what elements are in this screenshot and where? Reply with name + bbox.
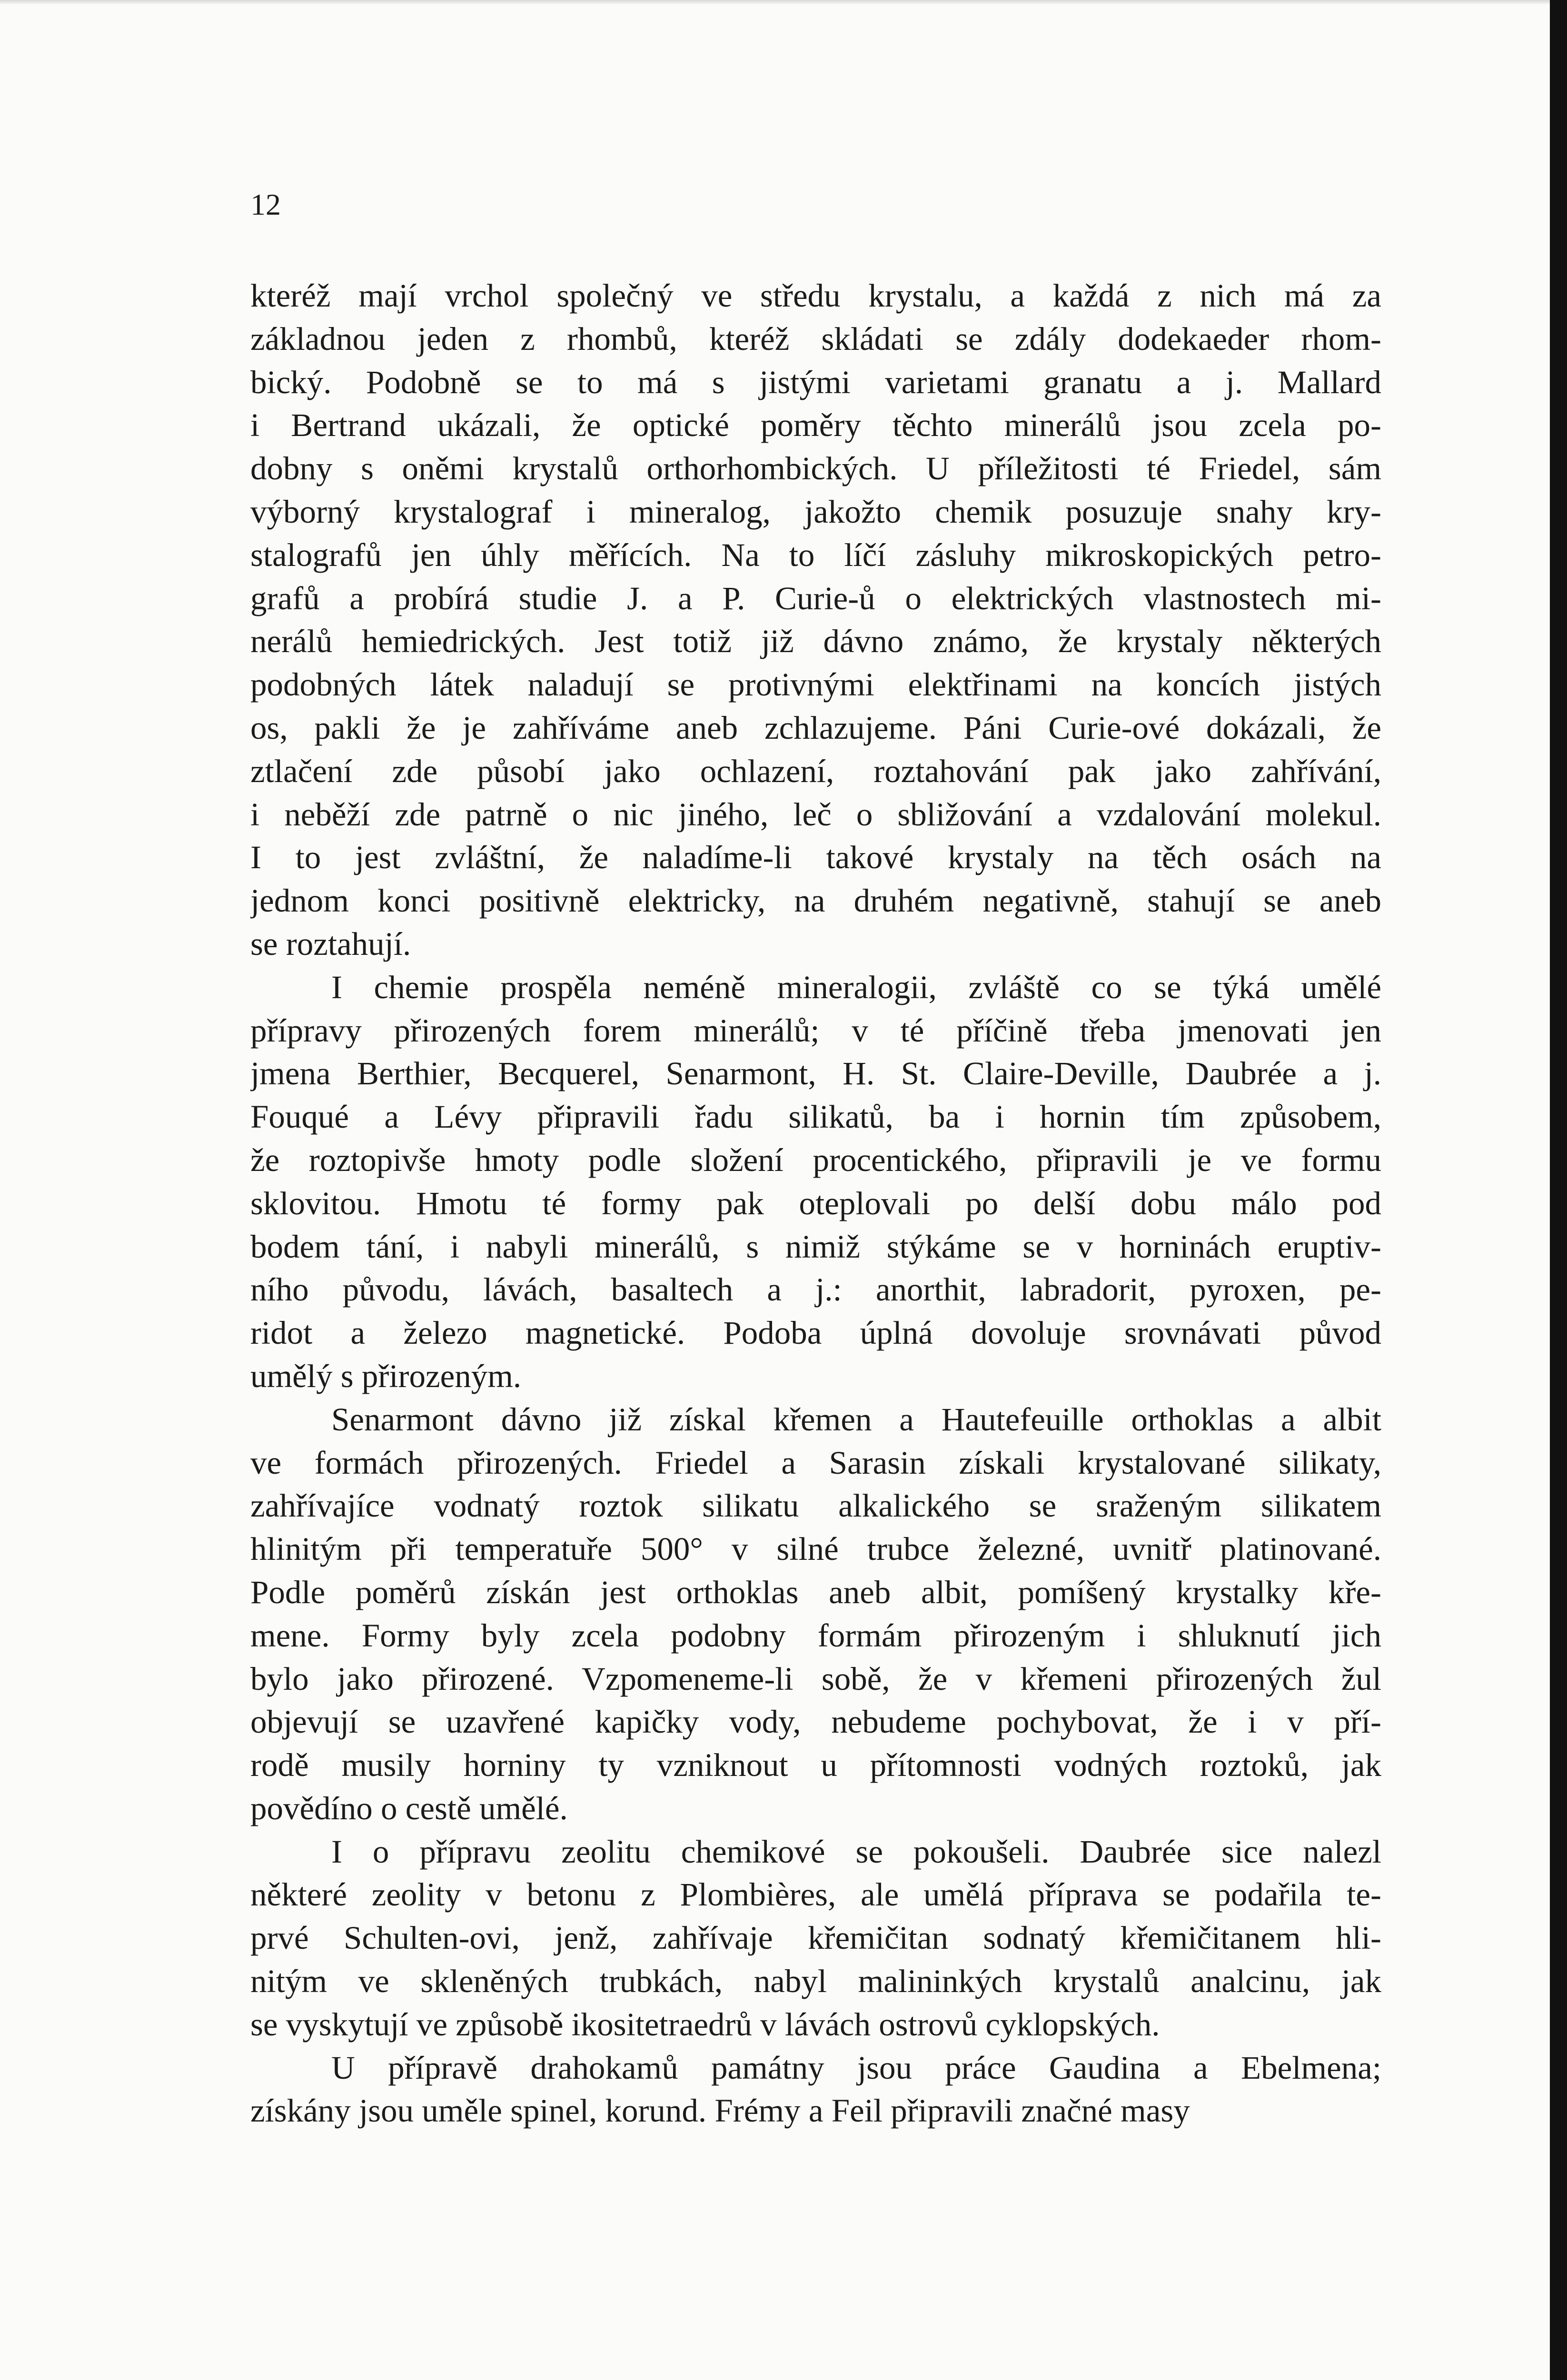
text-line: bodem tání, i nabyli minerálů, s nimiž stýkáme se v horninách eruptiv- <box>250 1228 1381 1265</box>
text-line: získány jsou uměle spinel, korund. Frémy a Feil připravili značné masy <box>250 2092 1190 2129</box>
scan-top-edge <box>0 0 1567 5</box>
text-line: rodě musily horniny ty vzniknout u přítomnosti vodných roztoků, jak <box>250 1747 1381 1784</box>
text-line: os, pakli že je zahříváme aneb zchlazujeme. Páni Curie-ové dokázali, že <box>250 709 1381 746</box>
text-line: ve formách přirozených. Friedel a Sarasin získali krystalované silikaty, <box>250 1444 1381 1481</box>
text-line: sklovitou. Hmotu té formy pak oteplovali po delší dobu málo pod <box>250 1185 1381 1221</box>
text-line: přípravy přirozených forem minerálů; v té příčině třeba jmenovati jen <box>250 1012 1381 1049</box>
paragraph <box>250 274 1381 966</box>
text-line: dobny s oněmi krystalů orthorhombických. U příležitosti té Friedel, sám <box>250 450 1381 487</box>
text-line: I o přípravu zeolitu chemikové se pokoušeli. Daubrée sice nalezl <box>331 1833 1381 1870</box>
text-line: že roztopivše hmoty podle složení procentického, připravili je ve formu <box>250 1141 1381 1178</box>
text-line: výborný krystalograf i mineralog, jakožto chemik posuzuje snahy kry- <box>250 493 1381 530</box>
text-line: zahřívajíce vodnatý roztok silikatu alkalického se sraženým silikatem <box>250 1488 1381 1524</box>
text-line: Podle poměrů získán jest orthoklas aneb albit, pomíšený krystalky kře- <box>250 1574 1381 1610</box>
paragraph <box>250 966 1381 1398</box>
text-line: bický. Podobně se to má s jistými varietami granatu a j. Mallard <box>250 364 1381 400</box>
text-line: bylo jako přirozené. Vzpomeneme-li sobě, že v křemeni přirozených žul <box>250 1660 1381 1697</box>
text-line: hlinitým při temperatuře 500° v silné trubce železné, uvnitř platinované. <box>250 1531 1381 1567</box>
text-line: ního původu, lávách, basaltech a j.: anorthit, labradorit, pyroxen, pe- <box>250 1271 1381 1308</box>
paragraph <box>250 2046 1381 2133</box>
page-number: 12 <box>250 188 281 221</box>
text-line: i neběží zde patrně o nic jiného, leč o sbližování a vzdalování molekul. <box>250 796 1381 833</box>
text-line: nerálů hemiedrických. Jest totiž již dávno známo, že krystaly některých <box>250 623 1381 660</box>
text-line: stalografů jen úhly měřících. Na to líčí zásluhy mikroskopických petro- <box>250 536 1381 573</box>
text-line: umělý s přirozeným. <box>250 1358 522 1394</box>
text-line: prvé Schulten-ovi, jenž, zahřívaje křemičitan sodnatý křemičitanem hli- <box>250 1920 1381 1956</box>
text-line: jmena Berthier, Becquerel, Senarmont, H. St. Claire-Deville, Daubrée a j. <box>250 1055 1381 1092</box>
body-text <box>250 274 1381 2132</box>
text-line: Fouqué a Lévy připravili řadu silikatů, ba i hornin tím způsobem, <box>250 1099 1381 1135</box>
text-line: povědíno o cestě umělé. <box>250 1790 568 1826</box>
scan-right-edge <box>1550 0 1567 2380</box>
text-line: ridot a železo magnetické. Podoba úplná dovoluje srovnávati původ <box>250 1315 1381 1351</box>
text-line: se roztahují. <box>250 925 411 962</box>
text-line: U přípravě drahokamů památny jsou práce Gaudina a Ebelmena; <box>331 2049 1381 2086</box>
text-line: i Bertrand ukázali, že optické poměry těchto minerálů jsou zcela po- <box>250 407 1381 444</box>
text-line: mene. Formy byly zcela podobny formám přirozeným i shluknutí jich <box>250 1617 1381 1654</box>
paragraph <box>250 1398 1381 1830</box>
text-line: grafů a probírá studie J. a P. Curie-ů o elektrických vlastnostech mi- <box>250 580 1381 616</box>
text-line: Senarmont dávno již získal křemen a Hautefeuille orthoklas a albit <box>331 1401 1381 1438</box>
text-line: objevují se uzavřené kapičky vody, nebudeme pochybovat, že i v pří- <box>250 1704 1381 1740</box>
text-line: kteréž mají vrchol společný ve středu krystalu, a každá z nich má za <box>250 278 1381 314</box>
text-line: základnou jeden z rhombů, kteréž skládati se zdály dodekaeder rhom- <box>250 320 1381 357</box>
text-line: I chemie prospěla neméně mineralogii, zvláště co se týká umělé <box>331 969 1381 1005</box>
text-line: se vyskytují ve způsobě ikositetraedrů v lávách ostrovů cyklopských. <box>250 2006 1160 2043</box>
paragraph <box>250 1830 1381 2046</box>
text-line: jednom konci positivně elektricky, na druhém negativně, stahují se aneb <box>250 883 1381 919</box>
text-line: nitým ve skleněných trubkách, nabyl malininkých krystalů analcinu, jak <box>250 1963 1381 2000</box>
text-line: některé zeolity v betonu z Plombières, ale umělá příprava se podařila te- <box>250 1876 1381 1913</box>
text-line: I to jest zvláštní, že naladíme-li takové krystaly na těch osách na <box>250 839 1381 876</box>
text-line: podobných látek naladují se protivnými elektřinami na koncích jistých <box>250 666 1381 703</box>
text-line: ztlačení zde působí jako ochlazení, roztahování pak jako zahřívání, <box>250 753 1381 789</box>
